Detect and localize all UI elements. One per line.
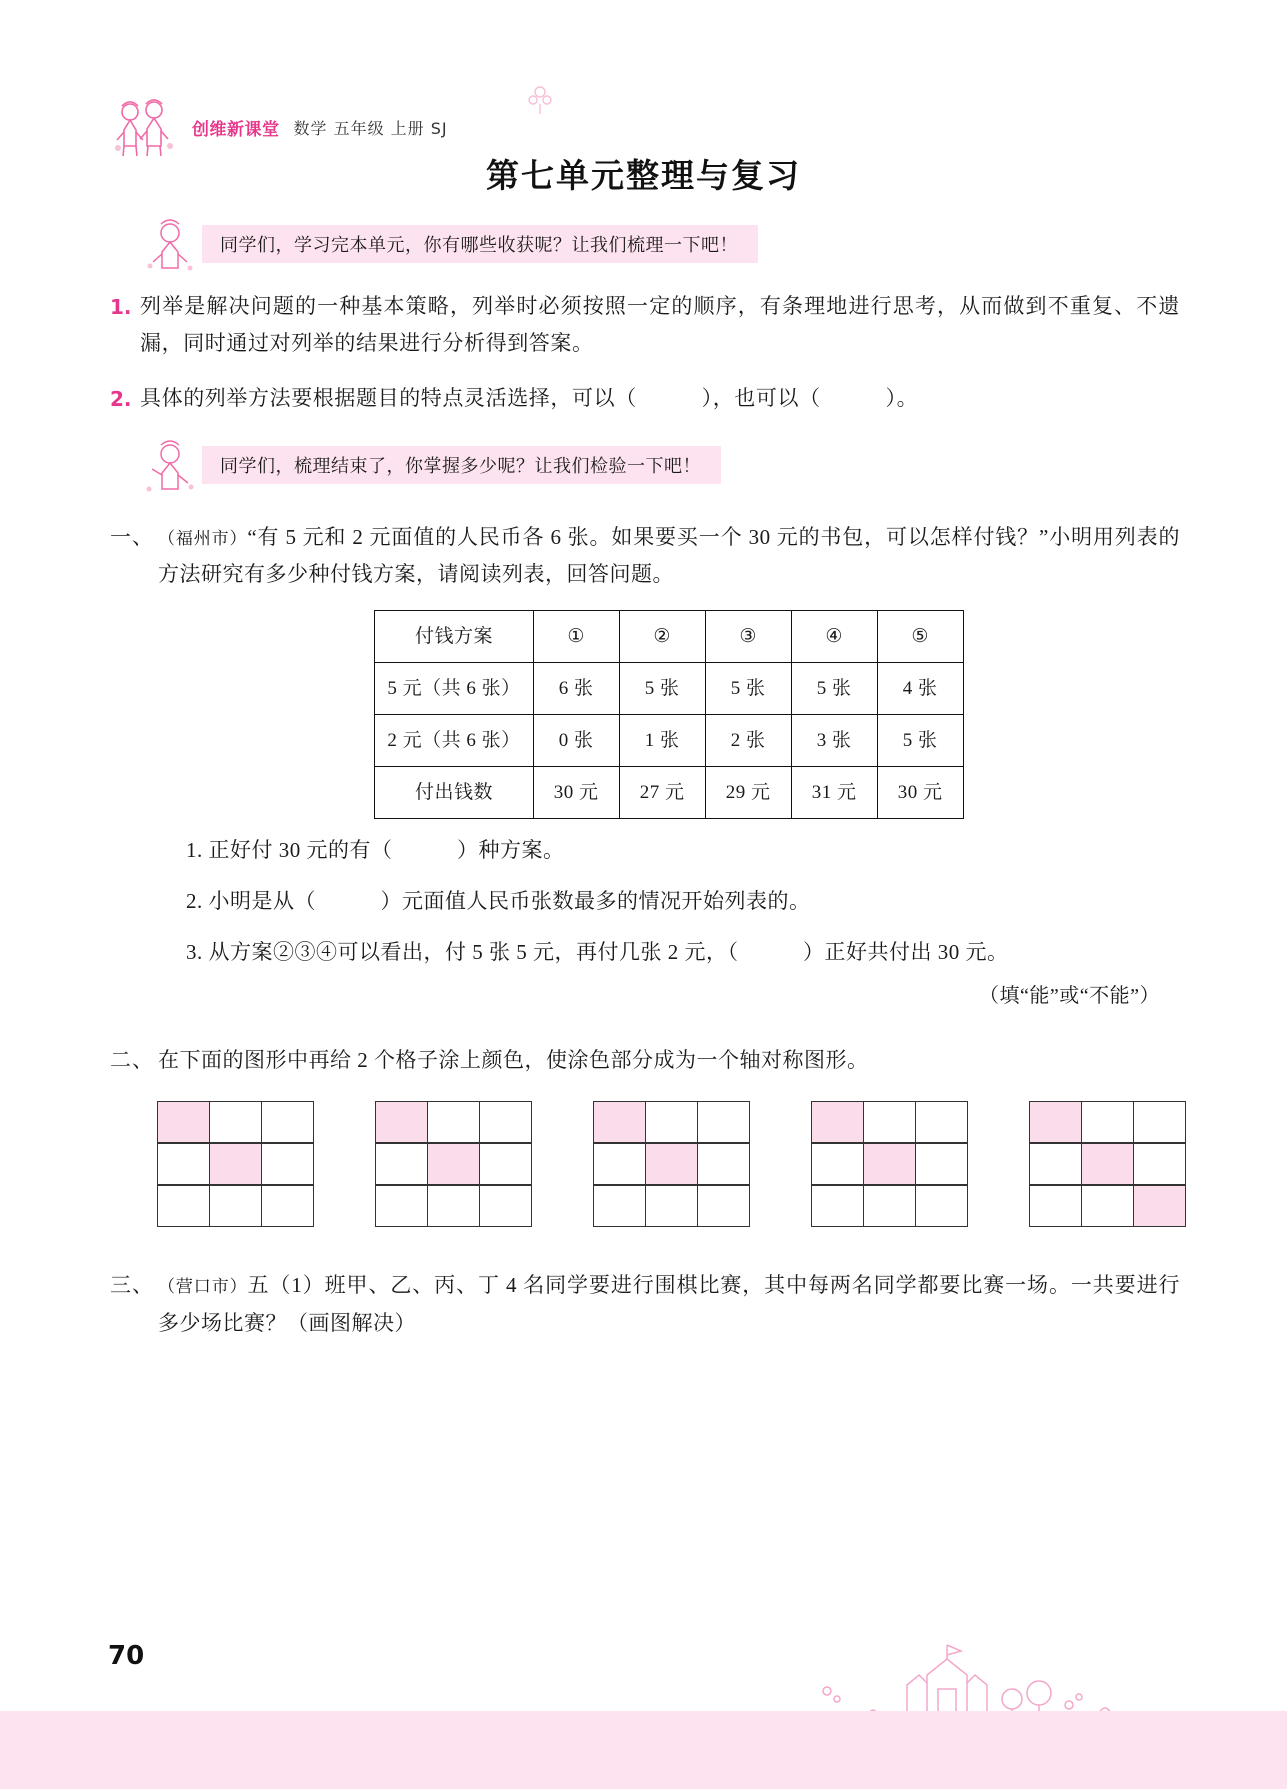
grid-cell[interactable] <box>863 1185 916 1228</box>
kid-waving-icon <box>140 437 200 495</box>
two-girls-icon <box>110 96 178 158</box>
table-cell: 5 张 <box>705 663 791 715</box>
grid-cell[interactable] <box>261 1101 314 1144</box>
grid-cell[interactable] <box>1081 1101 1134 1144</box>
table-row-head: 付出钱数 <box>375 767 533 819</box>
check-banner-text: 同学们，梳理结束了，你掌握多少呢？让我们检验一下吧！ <box>202 446 721 484</box>
grid-cell[interactable] <box>811 1101 864 1144</box>
grid-cell[interactable] <box>1133 1185 1186 1228</box>
table-cell: 2 张 <box>705 715 791 767</box>
castle-decoration-icon <box>807 1627 1137 1719</box>
grid-cell[interactable] <box>811 1143 864 1186</box>
table-row-head: 2 元（共 6 张） <box>375 715 533 767</box>
table-cell: 30 元 <box>533 767 619 819</box>
grid-cell[interactable] <box>209 1185 262 1228</box>
section-three <box>110 1267 1180 1343</box>
grid-cell[interactable] <box>157 1185 210 1228</box>
symmetry-grid-5[interactable] <box>1030 1101 1186 1227</box>
sub-question-2: 2. 小明是从（ ）元面值人民币张数最多的情况开始列表的。 <box>186 888 811 913</box>
grid-cell[interactable] <box>915 1101 968 1144</box>
page-title: 第七单元整理与复习 <box>486 156 801 195</box>
summary-item-1-text: 列举是解决问题的一种基本策略，列举时必须按照一定的顺序，有条理地进行思考，从而做到不重复、不遗漏，同时通过对列举的结果进行分析得到答案。 <box>140 294 1180 355</box>
table-cell: 5 张 <box>791 663 877 715</box>
table-cell: 27 元 <box>619 767 705 819</box>
table-cell: 29 元 <box>705 767 791 819</box>
table-header-cell: ② <box>619 611 705 663</box>
grid-cell[interactable] <box>157 1101 210 1144</box>
section-three-city: （营口市） <box>158 1277 248 1297</box>
summary-item-1-number: 1. <box>110 295 132 319</box>
grid-cell[interactable] <box>915 1143 968 1186</box>
grid-cell[interactable] <box>1029 1143 1082 1186</box>
grid-cell[interactable] <box>697 1101 750 1144</box>
section-one-label: 一、 <box>110 524 154 549</box>
content-column <box>110 218 1180 1343</box>
grid-cell[interactable] <box>157 1143 210 1186</box>
table-header-cell: ③ <box>705 611 791 663</box>
grid-cell[interactable] <box>479 1101 532 1144</box>
grid-cell[interactable] <box>1029 1101 1082 1144</box>
grid-cell[interactable] <box>261 1185 314 1228</box>
grid-cell[interactable] <box>863 1101 916 1144</box>
table-cell: 5 张 <box>877 715 963 767</box>
table-cell: 1 张 <box>619 715 705 767</box>
grid-cell[interactable] <box>1081 1143 1134 1186</box>
grid-cell[interactable] <box>479 1185 532 1228</box>
table-header-row <box>375 611 963 663</box>
summary-item-1 <box>110 288 1180 362</box>
section-one-text: “有 5 元和 2 元面值的人民币各 6 张。如果要买一个 30 元的书包，可以怎样付钱？”小明用列表的方法研究有多少种付钱方案，请阅读列表，回答问题。 <box>158 524 1181 587</box>
grid-cell[interactable] <box>427 1185 480 1228</box>
table-cell: 3 张 <box>791 715 877 767</box>
flower-decoration-icon <box>520 78 560 118</box>
summary-item-2-text: 具体的列举方法要根据题目的特点灵活选择，可以（ ），也可以（ ）。 <box>140 385 919 410</box>
section-three-text: 五（1）班甲、乙、丙、丁 4 名同学要进行围棋比赛，其中每两名同学都要比赛一场。一共要进行多少场比赛？（画图解决） <box>158 1273 1180 1336</box>
symmetry-grid-2[interactable] <box>376 1101 532 1227</box>
grid-cell[interactable] <box>697 1185 750 1228</box>
table-row <box>375 767 963 819</box>
symmetry-grid-row <box>158 1101 1186 1227</box>
grid-cell[interactable] <box>427 1101 480 1144</box>
grid-cell[interactable] <box>863 1143 916 1186</box>
table-cell: 5 张 <box>619 663 705 715</box>
table-header-cell: ④ <box>791 611 877 663</box>
summary-item-2 <box>110 380 1180 417</box>
footer-band <box>0 1711 1287 1789</box>
payment-plan-table <box>374 610 963 819</box>
grid-cell[interactable] <box>375 1101 428 1144</box>
grid-cell[interactable] <box>697 1143 750 1186</box>
grid-cell[interactable] <box>261 1143 314 1186</box>
grid-cell[interactable] <box>593 1143 646 1186</box>
table-row <box>375 715 963 767</box>
kid-thinking-icon <box>140 216 200 274</box>
section-one <box>110 519 1180 1014</box>
book-subtitle: 数学 五年级 上册 SJ <box>293 118 448 138</box>
check-banner <box>110 439 1180 491</box>
sub-question-1: 1. 正好付 30 元的有（ ）种方案。 <box>186 838 565 863</box>
table-header-cell: 付钱方案 <box>375 611 533 663</box>
summary-item-2-number: 2. <box>110 386 132 411</box>
symmetry-grid-1[interactable] <box>158 1101 314 1227</box>
grid-cell[interactable] <box>593 1185 646 1228</box>
table-row <box>375 663 963 715</box>
grid-cell[interactable] <box>645 1185 698 1228</box>
page-number: 70 <box>108 1641 145 1671</box>
section-one-city: （福州市） <box>158 528 248 548</box>
page-header <box>110 96 1180 158</box>
section-two-label: 二、 <box>110 1047 154 1072</box>
section-two <box>110 1042 1180 1228</box>
symmetry-grid-3[interactable] <box>594 1101 750 1227</box>
grid-cell[interactable] <box>209 1143 262 1186</box>
fill-hint-note: （填“能”或“不能”） <box>978 984 1160 1007</box>
grid-cell[interactable] <box>645 1101 698 1144</box>
table-cell: 4 张 <box>877 663 963 715</box>
table-cell: 6 张 <box>533 663 619 715</box>
table-header-cell: ⑤ <box>877 611 963 663</box>
table-row-head: 5 元（共 6 张） <box>375 663 533 715</box>
table-cell: 0 张 <box>533 715 619 767</box>
grid-cell[interactable] <box>1081 1185 1134 1228</box>
grid-cell[interactable] <box>1133 1143 1186 1186</box>
section-three-label: 三、 <box>110 1273 154 1298</box>
grid-cell[interactable] <box>209 1101 262 1144</box>
table-cell: 31 元 <box>791 767 877 819</box>
brand-name: 创维新课堂 <box>192 119 280 140</box>
grid-cell[interactable] <box>375 1185 428 1228</box>
intro-banner-text: 同学们，学习完本单元，你有哪些收获呢？让我们梳理一下吧！ <box>202 225 758 263</box>
table-cell: 30 元 <box>877 767 963 819</box>
grid-cell[interactable] <box>1133 1101 1186 1144</box>
grid-cell[interactable] <box>479 1143 532 1186</box>
grid-cell[interactable] <box>811 1185 864 1228</box>
intro-banner <box>110 218 1180 270</box>
grid-cell[interactable] <box>1029 1185 1082 1228</box>
grid-cell[interactable] <box>915 1185 968 1228</box>
sub-question-3: 3. 从方案②③④可以看出，付 5 张 5 元，再付几张 2 元，（ ）正好共付出 30 元。 <box>186 939 1009 964</box>
section-two-text: 在下面的图形中再给 2 个格子涂上颜色，使涂色部分成为一个轴对称图形。 <box>158 1047 869 1072</box>
table-header-cell: ① <box>533 611 619 663</box>
grid-cell[interactable] <box>593 1101 646 1144</box>
grid-cell[interactable] <box>645 1143 698 1186</box>
grid-cell[interactable] <box>375 1143 428 1186</box>
symmetry-grid-4[interactable] <box>812 1101 968 1227</box>
grid-cell[interactable] <box>427 1143 480 1186</box>
